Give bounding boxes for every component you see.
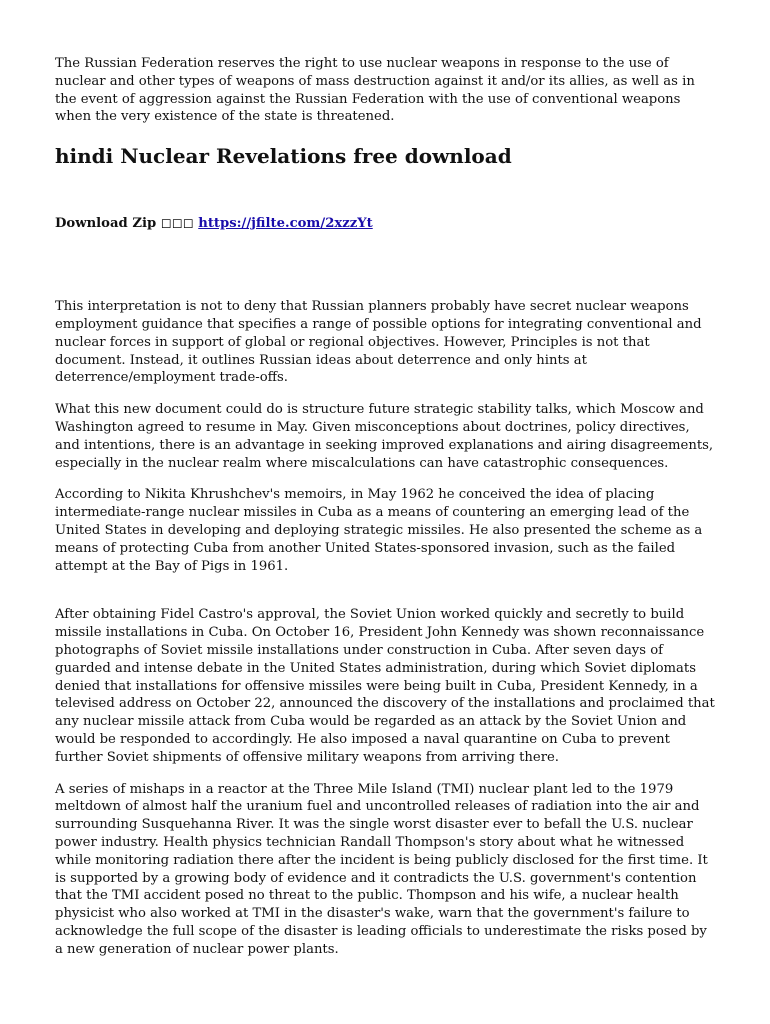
paragraph-three-mile-island: A series of mishaps in a reactor at the Three Mile Island (TMI) nuclear plant led to the 1979 meltdown of almost half the uranium fuel and uncontrolled releases of radiation into the air and surrounding Susquehanna River. It was the single worst disaster ever to befall the U.S. nuclear power industry. Health physics technician Randall Thompson's story about what he witnessed while monitoring radiation there after the incident is being publicly disclosed for the first time. It is supported by a growing body of evidence and it contradicts the U.S. government's contention that the TMI accident posed no threat to the public. Thompson and his wife, a nuclear health physicist who also worked at TMI in the disaster's wake, warn that the government's failure to acknowledge the full scope of the disaster is leading officials to underestimate the risks posed by a new generation of nuclear power plants.: [55, 781, 708, 957]
paragraph-cuban-crisis: After obtaining Fidel Castro's approval, the Soviet Union worked quickly and secretly to build missile installations in Cuba. On October 16, President John Kennedy was shown reconnaissance photographs of Soviet missile installations under construction in Cuba. After seven days of guarded and intense debate in the United States administration, during which Soviet diplomats denied that installations for offensive missiles were being built in Cuba, President Kennedy, in a televised address on October 22, announced the discovery of the installations and proclaimed that any nuclear missile attack from Cuba would be regarded as an attack by the Soviet Union and would be responded to accordingly. He also imposed a naval quarantine on Cuba to prevent further Soviet shipments of offensive military weapons from arriving there.: [55, 607, 715, 765]
intro-paragraph: The Russian Federation reserves the right to use nuclear weapons in response to the use of nuclear and other types of weapons of mass destruction against it and/or its allies, as well as in the event of aggression against the Russian Federation with the use of conventional weapons when the very existence of the state is threatened.: [55, 56, 695, 125]
download-line: [55, 215, 717, 233]
paragraph-khrushchev: According to Nikita Khrushchev's memoirs, in May 1962 he conceived the idea of placing intermediate-range nuclear missiles in Cuba as a means of countering an emerging lead of the United States in developing and deploying strategic missiles. He also presented the scheme as a means of protecting Cuba from another United States-sponsored invasion, such as the failed attempt at the Bay of Pigs in 1961.: [55, 487, 703, 574]
arrow-icons: ◻◻◻: [160, 216, 194, 232]
paragraph-strategic-talks: What this new document could do is structure future strategic stability talks, which Moscow and Washington agreed to resume in May. Given misconceptions about doctrines, policy directives, and intentions, there is an advantage in seeking improved explanations and airing disagreements, especially in the nuclear realm where miscalculations can have catastrophic consequences.: [55, 402, 714, 471]
download-link[interactable]: https://jfilte.com/2xzzYt: [198, 216, 373, 232]
download-label: Download Zip: [55, 216, 157, 232]
page-title: hindi Nuclear Revelations free download: [55, 144, 512, 169]
paragraph-deterrence: This interpretation is not to deny that Russian planners probably have secret nuclear weapons employment guidance that specifies a range of possible options for integrating conventional and nuclear forces in support of global or regional objectives. However, Principles is not that document. Instead, it outlines Russian ideas about deterrence and only hints at deterrence/employment trade-offs.: [55, 299, 702, 386]
document-page: [55, 55, 717, 958]
